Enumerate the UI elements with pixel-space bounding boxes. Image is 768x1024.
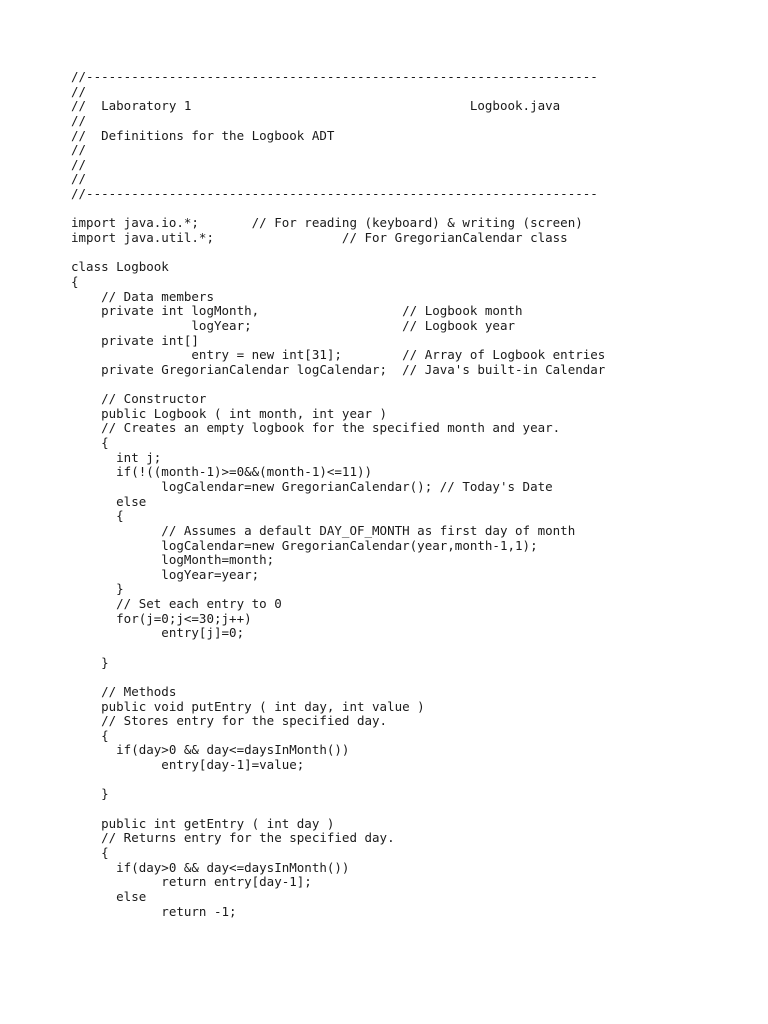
- code-line: // Returns entry for the specified day.: [71, 830, 395, 846]
- code-line: //: [71, 142, 87, 158]
- code-line: }: [71, 786, 109, 802]
- code-line: else: [71, 493, 147, 509]
- code-line: [71, 246, 605, 261]
- code-line: [71, 377, 605, 392]
- code-line: {: [71, 435, 109, 451]
- code-line: public Logbook ( int month, int year ): [71, 405, 388, 421]
- code-line: // Assumes a default DAY_OF_MONTH as first day of month: [71, 522, 576, 538]
- code-line: // Data members: [71, 288, 214, 304]
- code-line: {: [71, 508, 124, 524]
- code-line: // Creates an empty logbook for the specified month and year.: [71, 420, 561, 436]
- source-code-listing: [71, 70, 605, 919]
- code-line: if(day>0 && day<=daysInMonth()): [71, 859, 350, 875]
- code-line: logMonth=month;: [71, 552, 275, 568]
- code-line: //: [71, 83, 87, 99]
- code-line: }: [71, 654, 109, 670]
- code-line: // Methods: [71, 683, 177, 699]
- code-line: // Definitions for the Logbook ADT: [71, 127, 335, 143]
- code-line: [71, 202, 605, 217]
- code-line: logYear=year;: [71, 566, 260, 582]
- code-line: //--------------------------------------------------------------------: [71, 186, 598, 202]
- code-line: class Logbook: [71, 259, 169, 275]
- code-line: [71, 802, 605, 817]
- code-line: {: [71, 273, 79, 289]
- code-line: entry[day-1]=value;: [71, 757, 305, 773]
- code-line: [71, 670, 605, 685]
- code-line: entry = new int[31]; // Array of Logbook entries: [71, 347, 606, 363]
- code-line: // Laboratory 1 Logbook.java: [71, 98, 561, 114]
- code-line: {: [71, 727, 109, 743]
- code-line: }: [71, 581, 124, 597]
- code-line: import java.io.*; // For reading (keyboard) & writing (screen): [71, 215, 583, 231]
- code-line: int j;: [71, 449, 162, 465]
- code-line: {: [71, 844, 109, 860]
- code-line: return entry[day-1];: [71, 874, 312, 890]
- code-line: if(!((month-1)>=0&&(month-1)<=11)): [71, 464, 373, 480]
- code-line: // Constructor: [71, 391, 207, 407]
- code-line: if(day>0 && day<=daysInMonth()): [71, 742, 350, 758]
- code-line: public int getEntry ( int day ): [71, 815, 335, 831]
- code-line: return -1;: [71, 903, 237, 919]
- code-line: //: [71, 112, 87, 128]
- code-line: [71, 641, 605, 656]
- code-line: entry[j]=0;: [71, 625, 245, 641]
- code-line: public void putEntry ( int day, int value ): [71, 698, 425, 714]
- code-line: logCalendar=new GregorianCalendar(); // Today's Date: [71, 478, 553, 494]
- code-line: logCalendar=new GregorianCalendar(year,month-1,1);: [71, 537, 538, 553]
- code-line: // Set each entry to 0: [71, 596, 282, 612]
- code-line: logYear; // Logbook year: [71, 317, 516, 333]
- code-line: private GregorianCalendar logCalendar; // Java's built-in Calendar: [71, 361, 606, 377]
- code-line: private int logMonth, // Logbook month: [71, 303, 523, 319]
- code-line: else: [71, 888, 147, 904]
- code-line: import java.util.*; // For GregorianCalendar class: [71, 230, 568, 246]
- code-line: private int[]: [71, 332, 199, 348]
- code-line: //: [71, 171, 87, 187]
- code-line: //: [71, 156, 87, 172]
- code-line: // Stores entry for the specified day.: [71, 713, 388, 729]
- code-line: [71, 773, 605, 788]
- code-line: for(j=0;j<=30;j++): [71, 610, 252, 626]
- code-line: //--------------------------------------------------------------------: [71, 69, 598, 84]
